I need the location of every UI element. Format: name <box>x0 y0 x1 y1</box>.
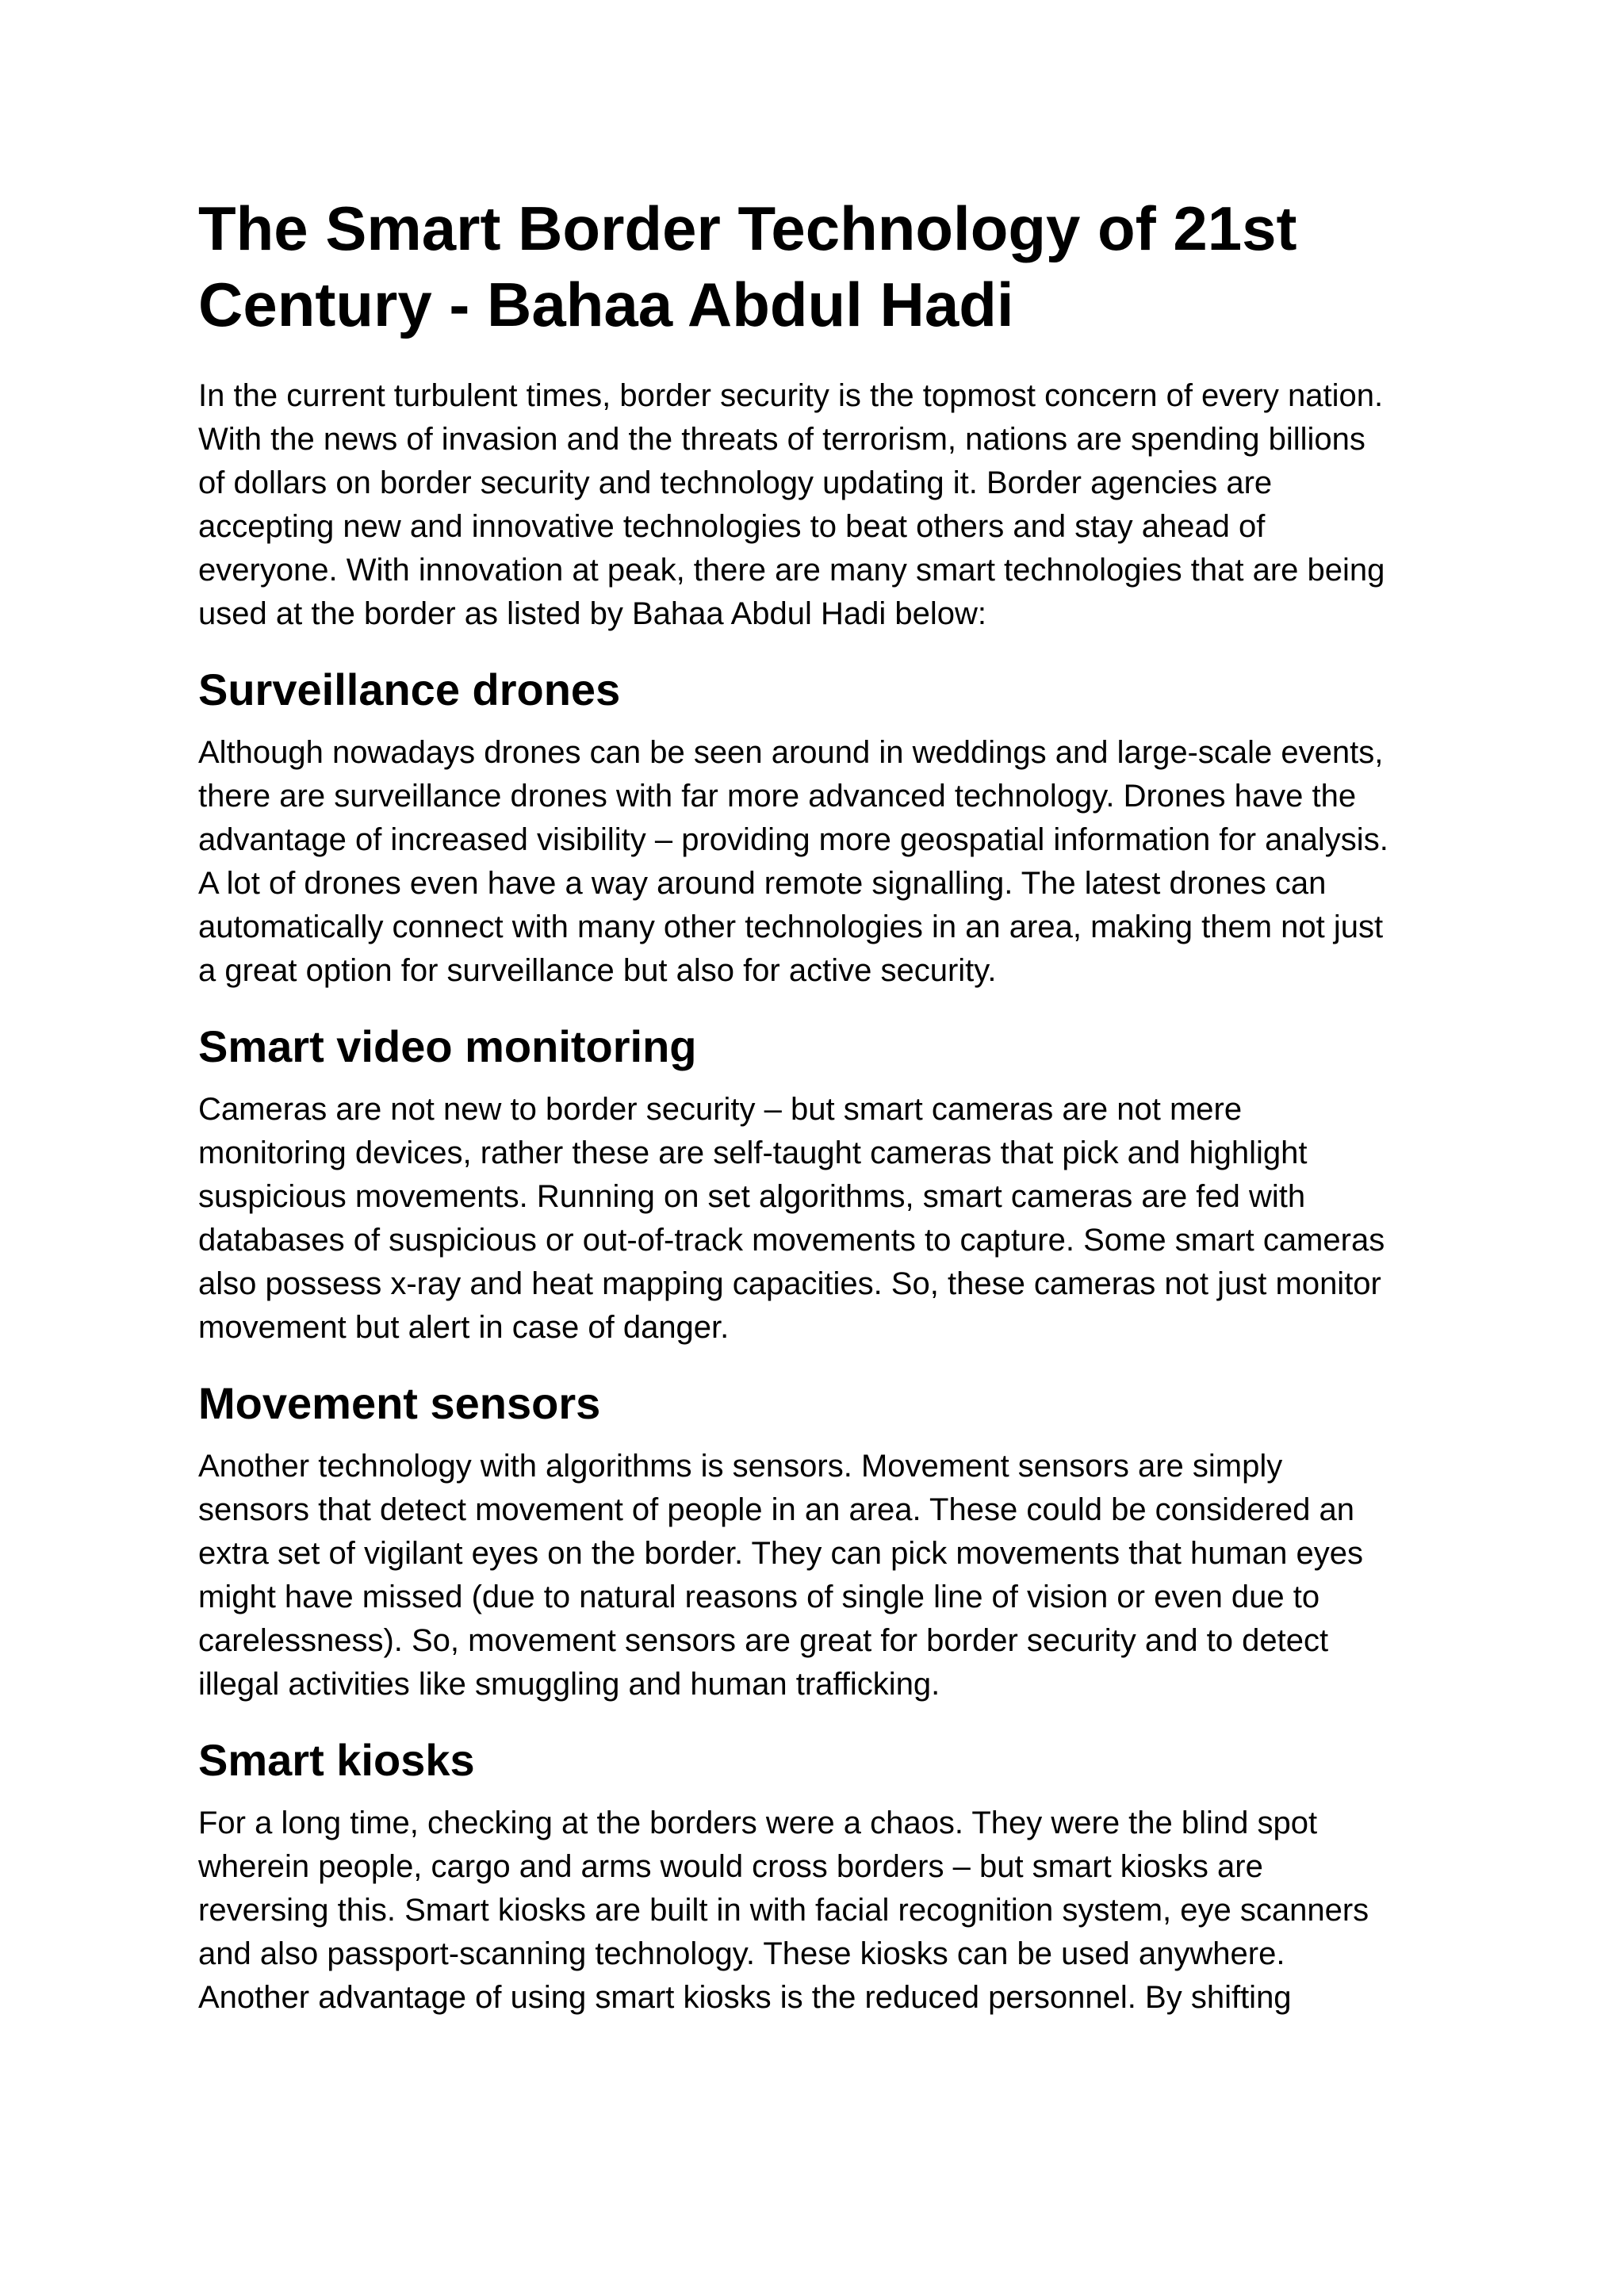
text-line: In the current turbulent times, border security is the topmost concern of every nation. <box>198 378 1384 413</box>
document-content <box>198 190 1467 2020</box>
text-line: extra set of vigilant eyes on the border. They can pick movements that human eyes <box>198 1536 1363 1571</box>
text-line: A lot of drones even have a way around remote signalling. The latest drones can <box>198 866 1327 901</box>
section-heading-surveillance-drones: Surveillance drones <box>198 664 621 714</box>
section-paragraph-smart-kiosks <box>198 1802 1467 2020</box>
text-line: carelessness). So, movement sensors are great for border security and to detect <box>198 1623 1329 1658</box>
text-line: monitoring devices, rather these are self-taught cameras that pick and highlight <box>198 1136 1308 1170</box>
text-line: automatically connect with many other technologies in an area, making them not just <box>198 910 1384 944</box>
text-line: a great option for surveillance but also for active security. <box>198 953 997 988</box>
title-line: Century - Bahaa Abdul Hadi <box>198 270 1014 339</box>
text-line: reversing this. Smart kiosks are built in with facial recognition system, eye scanners <box>198 1893 1369 1928</box>
text-line: also possess x-ray and heat mapping capacities. So, these cameras not just monitor <box>198 1266 1381 1301</box>
section-paragraph-surveillance-drones <box>198 731 1467 993</box>
section-paragraph-movement-sensors <box>198 1445 1467 1706</box>
text-line: illegal activities like smuggling and human trafficking. <box>198 1667 940 1702</box>
text-line: Although nowadays drones can be seen around in weddings and large-scale events, <box>198 735 1384 770</box>
text-line: databases of suspicious or out-of-track movements to capture. Some smart cameras <box>198 1223 1385 1258</box>
text-line: wherein people, cargo and arms would cross borders – but smart kiosks are <box>198 1849 1263 1884</box>
text-line: everyone. With innovation at peak, there are many smart technologies that are being <box>198 553 1385 588</box>
section-paragraph-smart-video-monitoring <box>198 1088 1467 1350</box>
title-line: The Smart Border Technology of 21st <box>198 193 1297 263</box>
text-line: suspicious movements. Running on set algorithms, smart cameras are fed with <box>198 1179 1306 1214</box>
text-line: For a long time, checking at the borders were a chaos. They were the blind spot <box>198 1806 1318 1840</box>
text-line: of dollars on border security and technology updating it. Border agencies are <box>198 465 1273 500</box>
text-line: accepting new and innovative technologies to beat others and stay ahead of <box>198 509 1266 544</box>
text-line: used at the border as listed by Bahaa Abdul Hadi below: <box>198 596 986 631</box>
intro-paragraph <box>198 374 1467 636</box>
text-line: Another technology with algorithms is sensors. Movement sensors are simply <box>198 1449 1283 1484</box>
text-line: sensors that detect movement of people in an area. These could be considered an <box>198 1492 1354 1527</box>
text-line: Cameras are not new to border security – but smart cameras are not mere <box>198 1092 1243 1127</box>
section-heading-smart-video-monitoring: Smart video monitoring <box>198 1021 697 1071</box>
text-line: movement but alert in case of danger. <box>198 1310 730 1345</box>
document-title <box>198 190 1435 343</box>
text-line: and also passport-scanning technology. These kiosks can be used anywhere. <box>198 1936 1285 1971</box>
text-line: With the news of invasion and the threats of terrorism, nations are spending billions <box>198 422 1365 457</box>
section-heading-movement-sensors: Movement sensors <box>198 1378 601 1428</box>
text-line: Another advantage of using smart kiosks is the reduced personnel. By shifting <box>198 1980 1292 2015</box>
text-line: advantage of increased visibility – providing more geospatial information for analysis. <box>198 822 1388 857</box>
text-line: there are surveillance drones with far more advanced technology. Drones have the <box>198 779 1357 814</box>
text-line: might have missed (due to natural reasons of single line of vision or even due to <box>198 1580 1320 1614</box>
section-heading-smart-kiosks: Smart kiosks <box>198 1735 475 1785</box>
